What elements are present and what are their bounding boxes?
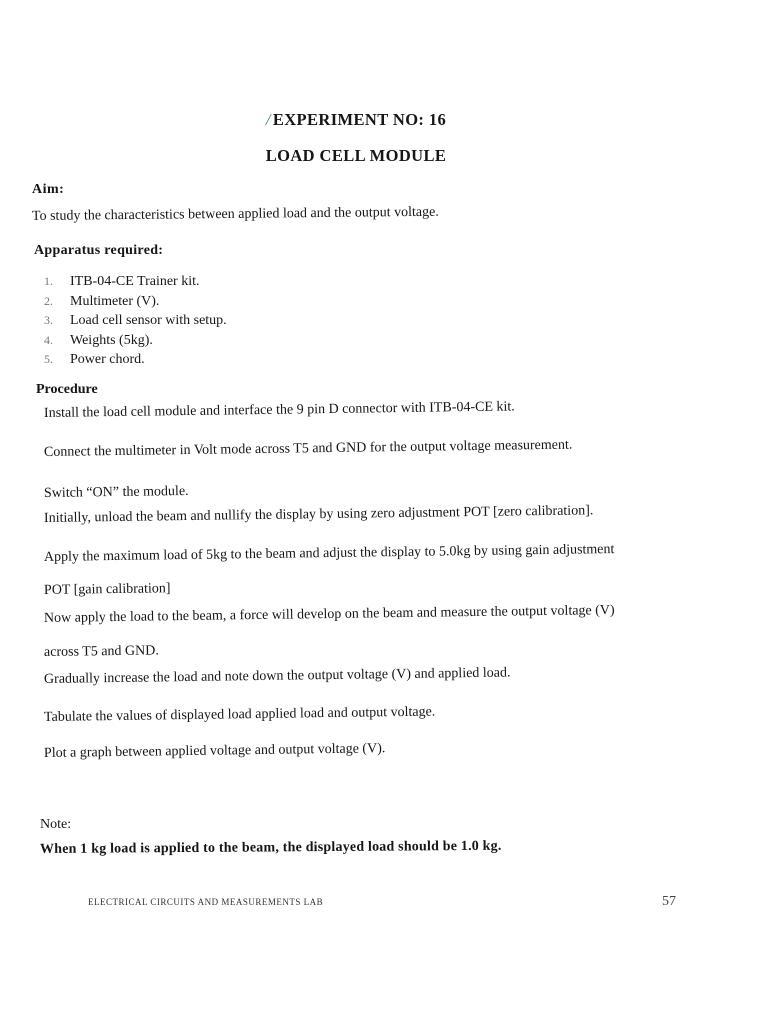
procedure-step: POT [gain calibration] (43, 581, 171, 598)
note-text: When 1 kg load is applied to the beam, the displayed load should be 1.0 kg. (39, 838, 502, 857)
procedure-step: Initially, unload the beam and nullify the display by using zero adjustment POT [zero calibration]. (43, 503, 594, 526)
list-item: 5. Power chord. (44, 352, 145, 367)
procedure-step: Tabulate the values of displayed load applied load and output voltage. (43, 704, 436, 725)
procedure-step: Now apply the load to the beam, a force will develop on the beam and measure the output voltage (V) (43, 603, 615, 626)
apparatus-heading: Apparatus required: (34, 243, 164, 258)
procedure-heading: Procedure (36, 382, 98, 397)
procedure-step: Plot a graph between applied voltage and output voltage (V). (43, 741, 386, 761)
list-item: 1. ITB-04-CE Trainer kit. (44, 274, 200, 289)
procedure-step: Install the load cell module and interface the 9 pin D connector with ITB-04-CE kit. (43, 399, 515, 421)
list-item: 3. Load cell sensor with setup. (44, 313, 227, 328)
page-number: 57 (662, 894, 676, 909)
apparatus-list (44, 272, 227, 370)
list-item: 4. Weights (5kg). (44, 332, 153, 348)
footer-lab-name: ELECTRICAL CIRCUITS AND MEASUREMENTS LAB (88, 897, 324, 907)
tick-mark: / (265, 110, 271, 129)
experiment-title (0, 110, 712, 130)
procedure-step: Apply the maximum load of 5kg to the beam and adjust the display to 5.0kg by using gain adjustment (43, 542, 615, 565)
note-heading: Note: (40, 817, 72, 832)
experiment-number: EXPERIMENT NO: 16 (272, 110, 447, 129)
aim-text: To study the characteristics between applied load and the output voltage. (31, 204, 439, 224)
list-item: 2. Multimeter (V). (44, 293, 160, 309)
module-title: LOAD CELL MODULE (265, 146, 447, 165)
procedure-step: Switch “ON” the module. (43, 483, 189, 501)
procedure-step: Gradually increase the load and note down the output voltage (V) and applied load. (43, 665, 511, 687)
aim-heading: Aim: (32, 182, 65, 197)
procedure-step: across T5 and GND. (43, 643, 159, 660)
procedure-step: Connect the multimeter in Volt mode across T5 and GND for the output voltage measurement. (43, 437, 573, 460)
